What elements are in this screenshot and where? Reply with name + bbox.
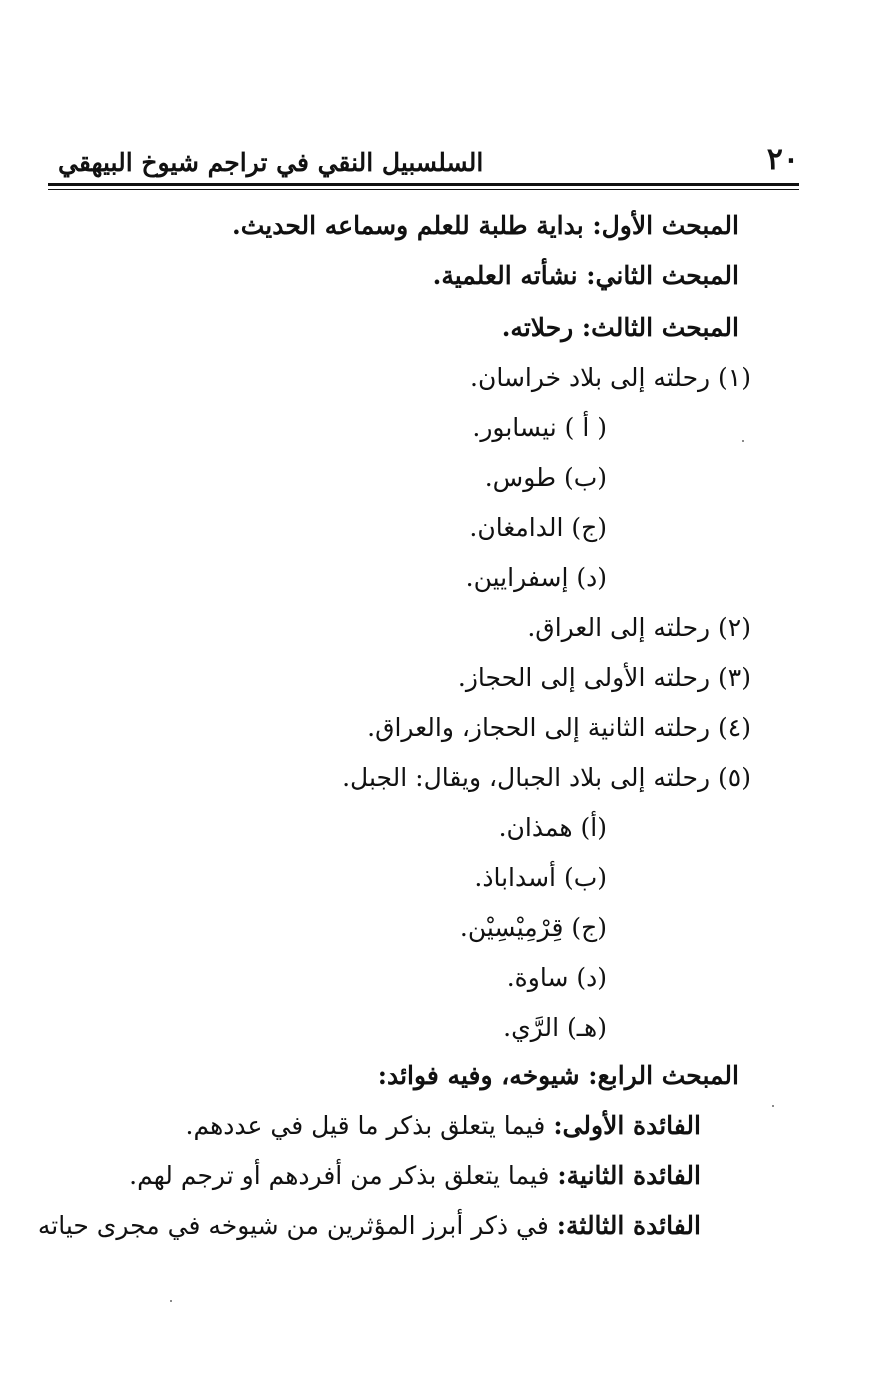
scan-speck	[170, 1300, 172, 1302]
page-number: ٢٠	[766, 142, 799, 177]
scan-speck	[772, 1105, 774, 1107]
journey-subitem-5b: (ب) أسداباذ.	[474, 863, 607, 892]
journey-item-4: (٤) رحلته الثانية إلى الحجاز، والعراق.	[367, 713, 751, 742]
header-rule-thick	[48, 183, 799, 186]
journey-subitem-1d: (د) إسفرايين.	[465, 563, 607, 592]
journey-item-3: (٣) رحلته الأولى إلى الحجاز.	[457, 663, 751, 692]
journey-subitem-5a: (أ) همذان.	[498, 813, 607, 842]
faida-text-3: في ذكر أبرز المؤثرين من شيوخه في مجرى حياته	[37, 1211, 557, 1240]
faida-item-2	[129, 1162, 701, 1191]
journey-subitem-1c: (ج) الدامغان.	[469, 513, 607, 542]
journey-subitem-1a: ( أ ) نيسابور.	[472, 413, 607, 442]
section-heading-fourth: المبحث الرابع: شيوخه، وفيه فوائد:	[377, 1061, 739, 1090]
section-heading-first: المبحث الأول: بداية طلبة للعلم وسماعه الحديث.	[232, 211, 739, 240]
journey-item-1: (١) رحلته إلى بلاد خراسان.	[470, 363, 751, 392]
faida-label-3: الفائدة الثالثة:	[556, 1211, 701, 1240]
faida-item-3	[38, 1212, 701, 1241]
scan-speck	[742, 440, 744, 442]
running-title: السلسبيل النقي في تراجم شيوخ البيهقي	[58, 148, 484, 177]
header-rule-thin	[48, 189, 799, 190]
faida-text-2: فيما يتعلق بذكر من أفردهم أو ترجم لهم.	[129, 1161, 558, 1190]
faida-item-1	[186, 1112, 702, 1141]
journey-item-5: (٥) رحلته إلى بلاد الجبال، ويقال: الجبل.	[342, 763, 751, 792]
journey-subitem-5d: (د) ساوة.	[506, 963, 607, 992]
section-heading-third: المبحث الثالث: رحلاته.	[501, 313, 739, 342]
page-header	[48, 142, 799, 194]
faida-label-1: الفائدة الأولى:	[553, 1111, 701, 1140]
section-heading-second: المبحث الثاني: نشأته العلمية.	[432, 261, 739, 290]
journey-subitem-5c: (ج) قِرْمِيْسِيْن.	[459, 913, 607, 942]
faida-text-1: فيما يتعلق بذكر ما قيل في عددهم.	[185, 1111, 554, 1140]
journey-subitem-5e: (هـ) الرَّي.	[503, 1013, 607, 1042]
faida-label-2: الفائدة الثانية:	[557, 1161, 701, 1190]
journey-item-2: (٢) رحلته إلى العراق.	[527, 613, 751, 642]
journey-subitem-1b: (ب) طوس.	[484, 463, 607, 492]
